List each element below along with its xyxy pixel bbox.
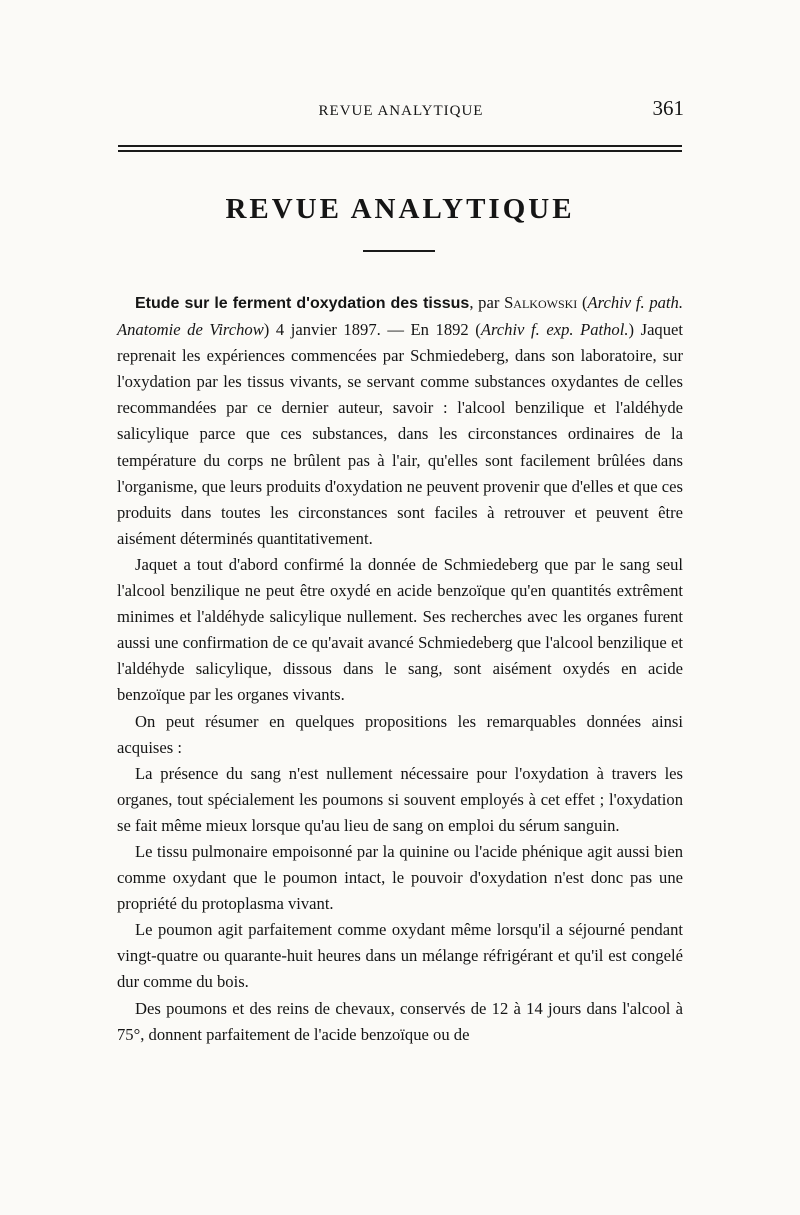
source-citation-2: Archiv f. exp. Pathol. bbox=[480, 320, 629, 340]
paragraph-2: Jaquet a tout d'abord confirmé la donnée de Schmiedeberg que par le sang seul l'alcool benzilique ne peut être oxydé en acide benzoïque qu'en quantités extrêment minimes et l'aldéhyde salicylique nullement. Ses recherches avec les organes furent aussi une confirmation de ce qu'avait avancé Schmiedeberg que l'alcool benzilique et l'aldéhyde salicylique, dissous dans le sang, sont aisément oxydés en acide benzoïque par les organes vivants. bbox=[117, 554, 683, 705]
running-head bbox=[118, 98, 684, 128]
source-citation-1: Archiv f. path. Anatomie de Virchow bbox=[117, 293, 683, 340]
header-rule-top bbox=[118, 145, 682, 147]
paragraph-5: Le tissu pulmonaire empoisonné par la quinine ou l'acide phénique agit aussi bien comme oxydant que le poumon intact, le pouvoir d'oxydation n'est donc pas une propriété du protoplasma vivant. bbox=[117, 841, 683, 914]
paragraph-3: On peut résumer en quelques propositions les remarquables données ainsi acquises : bbox=[117, 711, 683, 757]
paragraph-7: Des poumons et des reins de chevaux, conservés de 12 à 14 jours dans l'alcool à 75°, donnent parfaitement de l'acide benzoïque ou de bbox=[117, 998, 683, 1044]
paragraph-1-text: Jaquet reprenait les expériences commencées par Schmiedeberg, dans son laboratoire, sur l'oxydation par les tissus vivants, se servant comme substances oxydantes de celles recommandées par ce dernier auteur, savoir : l'alcool benzilique et l'aldéhyde salicylique parce que ces substances, dans les circonstances ordinaires de la température du corps ne brûlent pas à l'air, qu'elles sont facilement brûlées dans l'organisme, que leurs produits d'oxydation ne peuvent provenir que d'elles et que ces produits dans toutes les circonstances sont faciles à retrouver et peuvent être aisément déterminés quantitativement. bbox=[117, 320, 683, 548]
paragraph-4: La présence du sang n'est nullement nécessaire pour l'oxydation à travers les organes, tout spécialement les poumons si souvent employés à cet effet ; l'oxydation se fait même mieux lorsque qu'au lieu de sang on emploi du sérum sanguin. bbox=[117, 763, 683, 835]
citation-date: 4 janvier 1897. — En 1892 bbox=[269, 320, 476, 340]
paragraph-1: Etude sur le ferment d'oxydation des tissus, par Salkowski (Archiv f. path. Anatomie de Virchow) 4 janvier 1897. — En 1892 (Archiv f. exp. Pathol.) Jaquet reprenait les expériences commencées par Schmiedeberg, dans son laboratoire, sur l'oxydation par les tissus vivants, se servant comme substances oxydantes de celles recommandées par ce dernier auteur, savoir : l'alcool benzilique et l'aldéhyde salicylique parce que ces substances, dans les circonstances ordinaires de la température du corps ne brûlent pas à l'air, qu'elles sont facilement brûlées dans l'organisme, que leurs produits d'oxydation ne peuvent provenir que d'elles et que ces produits dans toutes les circonstances sont faciles à retrouver et peuvent être aisément déterminés quantitativement. bbox=[117, 293, 683, 548]
byline-connector: , par bbox=[469, 293, 505, 312]
article-heading: Etude sur le ferment d'oxydation des tissus bbox=[135, 295, 470, 312]
header-rule-bottom bbox=[118, 150, 682, 152]
article-body bbox=[117, 290, 683, 1048]
article-author: Salkowski bbox=[504, 293, 578, 312]
running-head-title: REVUE ANALYTIQUE bbox=[318, 103, 484, 119]
page-number: 361 bbox=[652, 96, 684, 120]
paragraph-6: Le poumon agit parfaitement comme oxydant même lorsqu'il a séjourné pendant vingt-quatre ou quarante-huit heures dans un mélange réfrigérant et qu'il est congelé dur comme du bois. bbox=[117, 920, 683, 992]
title-divider bbox=[363, 250, 435, 252]
section-title: REVUE ANALYTIQUE bbox=[225, 193, 575, 225]
